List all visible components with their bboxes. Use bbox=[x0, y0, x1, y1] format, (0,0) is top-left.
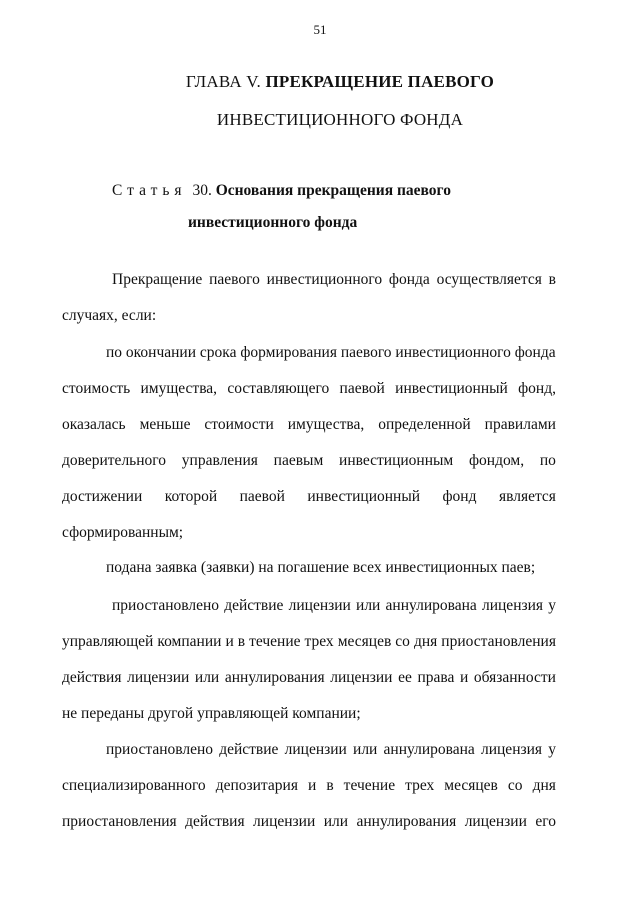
body-word: фонд, bbox=[518, 380, 556, 397]
body-word: действие bbox=[224, 597, 284, 614]
body-word: обязанности bbox=[473, 669, 556, 686]
body-word: и bbox=[459, 669, 469, 686]
body-line: случаях, если: bbox=[62, 307, 157, 324]
body-word: лицензия bbox=[481, 597, 544, 614]
body-line: подана заявка (заявки) на погашение всех инвестиционных паев; bbox=[106, 559, 536, 576]
body-word: определенной bbox=[378, 416, 471, 433]
body-line: по окончании срока формирования паевого инвестиционного фонда bbox=[106, 344, 556, 361]
body-word: в bbox=[326, 777, 334, 794]
body-word: управляющей bbox=[62, 633, 154, 650]
body-word: лицензии bbox=[330, 669, 393, 686]
body-word: у bbox=[548, 597, 556, 614]
body-word: осуществляется bbox=[436, 271, 542, 288]
body-word: трех bbox=[304, 633, 334, 650]
chapter-title-line1: ПРЕКРАЩЕНИЕ ПАЕВОГО bbox=[265, 72, 495, 91]
body-word: меньше bbox=[139, 416, 191, 433]
body-word: месяцев bbox=[444, 777, 498, 794]
body-word: имущества, bbox=[140, 380, 218, 397]
body-word: лицензии bbox=[288, 597, 351, 614]
body-word: депозитария bbox=[215, 777, 298, 794]
body-word: правилами bbox=[484, 416, 556, 433]
article-title-line2: инвестиционного фонда bbox=[188, 214, 358, 231]
body-word: инвестиционного bbox=[266, 271, 383, 288]
body-word: аннулирования bbox=[224, 669, 325, 686]
body-word: действие bbox=[219, 741, 279, 758]
chapter-prefix: ГЛАВА V. bbox=[185, 72, 261, 91]
body-word: со bbox=[507, 777, 523, 794]
body-word: аннулирования bbox=[356, 813, 457, 830]
body-word: фонд bbox=[442, 488, 477, 505]
body-word: паевой bbox=[339, 380, 385, 397]
body-line bbox=[62, 416, 556, 434]
body-line bbox=[62, 813, 556, 831]
article-heading bbox=[112, 182, 451, 200]
body-line: сформированным; bbox=[62, 524, 184, 541]
body-word: компании bbox=[157, 633, 222, 650]
body-line bbox=[62, 452, 556, 470]
body-word: приостановлено bbox=[106, 741, 214, 758]
body-word: или bbox=[323, 813, 349, 830]
body-word: инвестиционным bbox=[339, 452, 454, 469]
body-word: лицензии bbox=[464, 813, 527, 830]
body-word: по bbox=[539, 452, 556, 469]
body-word: паевым bbox=[273, 452, 324, 469]
body-word: приостановления bbox=[62, 813, 177, 830]
body-word: Прекращение bbox=[112, 271, 203, 288]
body-word: в bbox=[548, 271, 556, 288]
body-word: паевой bbox=[239, 488, 285, 505]
body-word: приостановления bbox=[441, 633, 556, 650]
body-word: стоимости bbox=[204, 416, 274, 433]
body-line bbox=[112, 271, 556, 289]
body-word: ее bbox=[398, 669, 412, 686]
chapter-title-line2: ИНВЕСТИЦИОННОГО ФОНДА bbox=[216, 110, 464, 129]
body-line: не переданы другой управляющей компании; bbox=[62, 705, 361, 722]
body-word: достижении bbox=[62, 488, 143, 505]
body-word: действия bbox=[62, 669, 122, 686]
body-word: течение bbox=[249, 633, 301, 650]
body-word: управления bbox=[181, 452, 258, 469]
body-word: действия bbox=[185, 813, 245, 830]
body-word: инвестиционный bbox=[395, 380, 508, 397]
body-word: лицензия bbox=[480, 741, 543, 758]
body-word: инвестиционный bbox=[307, 488, 421, 505]
body-word: специализированного bbox=[62, 777, 206, 794]
body-word: лицензии bbox=[253, 813, 316, 830]
body-line bbox=[62, 380, 556, 398]
page-number: 51 bbox=[313, 22, 327, 37]
article-prefix: Статья bbox=[112, 182, 187, 199]
body-word: является bbox=[498, 488, 556, 505]
body-word: аннулирована bbox=[385, 597, 477, 614]
body-word: аннулирована bbox=[383, 741, 475, 758]
body-word: трех bbox=[405, 777, 435, 794]
body-word: фондом, bbox=[469, 452, 525, 469]
body-line bbox=[62, 633, 556, 651]
body-word: оказалась bbox=[62, 416, 126, 433]
body-line bbox=[112, 597, 556, 615]
body-word: лицензии bbox=[284, 741, 347, 758]
body-word: месяцев bbox=[337, 633, 392, 650]
body-word: стоимость bbox=[62, 380, 131, 397]
body-line bbox=[106, 741, 556, 759]
body-word: дня bbox=[532, 777, 556, 794]
body-word: паевого bbox=[209, 271, 260, 288]
body-word: дня bbox=[413, 633, 438, 650]
body-word: или bbox=[194, 669, 220, 686]
body-word: фонда bbox=[388, 271, 430, 288]
body-line bbox=[62, 669, 556, 687]
body-word: и bbox=[307, 777, 317, 794]
body-word: доверительного bbox=[62, 452, 167, 469]
body-word: права bbox=[417, 669, 455, 686]
body-word: составляющего bbox=[227, 380, 330, 397]
body-line bbox=[62, 488, 556, 506]
body-word: со bbox=[395, 633, 410, 650]
body-word: имущества, bbox=[287, 416, 365, 433]
body-word: или bbox=[353, 741, 378, 758]
article-title-line1: Основания прекращения паевого bbox=[215, 182, 451, 199]
body-word: в bbox=[237, 633, 246, 650]
body-word: приостановлено bbox=[112, 597, 220, 614]
chapter-heading bbox=[60, 72, 620, 92]
body-word: и bbox=[225, 633, 234, 650]
body-word: лицензии bbox=[127, 669, 190, 686]
body-word: его bbox=[535, 813, 556, 830]
body-word: течение bbox=[343, 777, 396, 794]
body-word: которой bbox=[164, 488, 218, 505]
body-word: у bbox=[548, 741, 556, 758]
body-line bbox=[62, 777, 556, 795]
body-word: или bbox=[356, 597, 381, 614]
article-number: 30. bbox=[192, 182, 212, 199]
